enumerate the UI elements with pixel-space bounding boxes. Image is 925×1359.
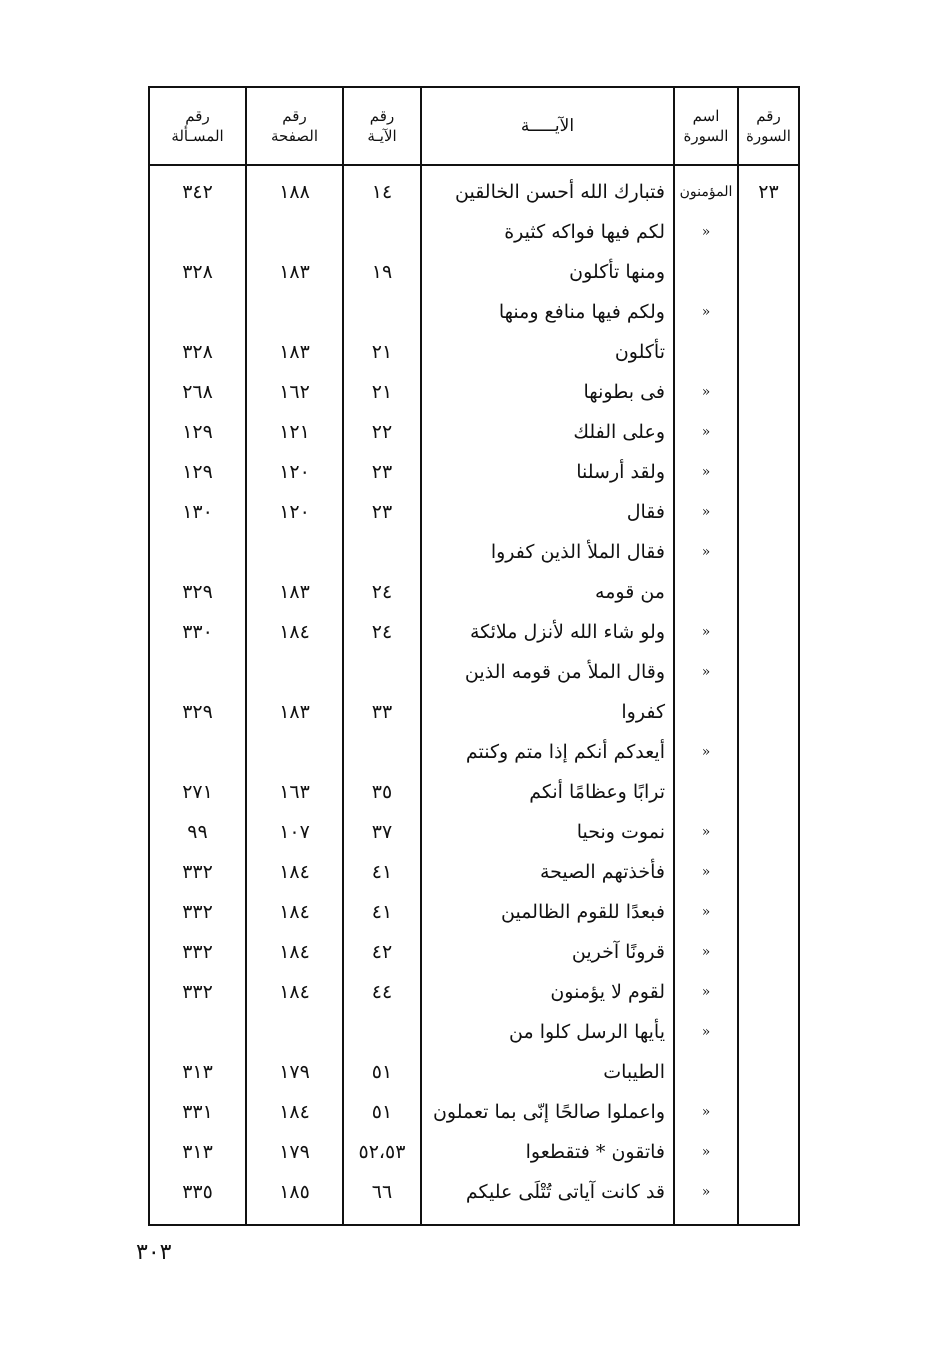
verse-number-cell: ٢١ (343, 372, 421, 412)
sura-number-cell (738, 292, 799, 372)
issue-number-cell: ١٢٩ (149, 412, 246, 452)
sura-name-cell: « (674, 1172, 738, 1225)
header-sura-number (738, 87, 799, 165)
issue-number-cell: ١٢٩ (149, 452, 246, 492)
header-sura-name-line2: السورة (683, 127, 729, 145)
table-row (149, 1012, 799, 1092)
table-row (149, 372, 799, 412)
verse-number-cell: ٣٥ (343, 732, 421, 812)
issue-number-cell: ٣٢٨ (149, 212, 246, 292)
issue-number-cell: ٣٣٢ (149, 892, 246, 932)
sura-name-cell: « (674, 652, 738, 732)
header-verse-number-line1: رقم (369, 107, 395, 125)
sura-number-cell (738, 812, 799, 852)
verse-cell: فتبارك الله أحسن الخالقين (421, 165, 674, 212)
sura-number-cell (738, 492, 799, 532)
sura-number-cell (738, 732, 799, 812)
page-number-cell: ١٠٧ (246, 812, 343, 852)
page-number-cell: ١٦٢ (246, 372, 343, 412)
verse-number-cell: ٢٢ (343, 412, 421, 452)
verse-cell: نموت ونحيا (421, 812, 674, 852)
verse-cell: فى بطونها (421, 372, 674, 412)
sura-name-cell: « (674, 1092, 738, 1132)
table-row (149, 412, 799, 452)
sura-number-cell (738, 1012, 799, 1092)
page-number-cell: ١٧٩ (246, 1132, 343, 1172)
header-page-number (246, 87, 343, 165)
header-verse-number (343, 87, 421, 165)
sura-name-cell: « (674, 492, 738, 532)
header-issue-number-line1: رقم (185, 107, 210, 125)
sura-number-cell (738, 452, 799, 492)
page-number-cell: ١٨٥ (246, 1172, 343, 1225)
table-row (149, 292, 799, 372)
sura-name-cell: « (674, 532, 738, 612)
verse-cell: يأيها الرسل كلوا من الطيبات (421, 1012, 674, 1092)
verse-index-table (148, 86, 800, 1226)
page-number-cell: ١٨٣ (246, 532, 343, 612)
table-row (149, 1132, 799, 1172)
table-row (149, 492, 799, 532)
verse-cell: ولقد أرسلنا (421, 452, 674, 492)
header-issue-number (149, 87, 246, 165)
sura-number-cell (738, 532, 799, 612)
verse-number-cell: ٣٣ (343, 652, 421, 732)
verse-cell: فبعدًا للقوم الظالمين (421, 892, 674, 932)
sura-name-cell: المؤمنون (674, 165, 738, 212)
table-header-row (149, 87, 799, 165)
page-number-cell: ١٨٣ (246, 652, 343, 732)
header-verse-number-line2: الآيـة (367, 127, 397, 145)
header-page-number-line1: رقم (282, 107, 307, 125)
sura-number-cell (738, 412, 799, 452)
verse-number-cell: ٢٤ (343, 532, 421, 612)
sura-name-cell: « (674, 452, 738, 492)
verse-cell: وقال الملأ من قومه الذين كفروا (421, 652, 674, 732)
issue-number-cell: ٢٧١ (149, 732, 246, 812)
sura-number-cell (738, 972, 799, 1012)
table-row (149, 892, 799, 932)
table-row (149, 932, 799, 972)
page-number-cell: ١٨٤ (246, 852, 343, 892)
sura-name-cell: « (674, 1132, 738, 1172)
verse-number-cell: ٢١ (343, 292, 421, 372)
issue-number-cell: ١٣٠ (149, 492, 246, 532)
issue-number-cell: ٣٣٥ (149, 1172, 246, 1225)
page-number-cell: ١٨٤ (246, 1092, 343, 1132)
page-number-cell: ١٢٠ (246, 452, 343, 492)
verse-cell: فأخذتهم الصيحة (421, 852, 674, 892)
verse-cell: فقال الملأ الذين كفروا من قومه (421, 532, 674, 612)
issue-number-cell: ٣٣١ (149, 1092, 246, 1132)
page-number-cell: ١٨٣ (246, 292, 343, 372)
sura-name-cell: « (674, 412, 738, 452)
verse-number-cell: ٤١ (343, 852, 421, 892)
verse-cell: ولكم فيها منافع ومنها تأكلون (421, 292, 674, 372)
header-sura-name (674, 87, 738, 165)
header-issue-number-line2: المسـألة (171, 127, 224, 145)
verse-number-cell: ٦٦ (343, 1172, 421, 1225)
sura-name-cell: « (674, 372, 738, 412)
issue-number-cell: ٣٣٢ (149, 972, 246, 1012)
table-row (149, 212, 799, 292)
page-number-cell: ١٦٣ (246, 732, 343, 812)
verse-cell: فاتقون * فتقطعوا (421, 1132, 674, 1172)
verse-number-cell: ١٩ (343, 212, 421, 292)
verse-number-cell: ٤٢ (343, 932, 421, 972)
table-row (149, 732, 799, 812)
verse-number-cell: ٣٧ (343, 812, 421, 852)
sura-name-cell: « (674, 612, 738, 652)
page-number-cell: ١٧٩ (246, 1012, 343, 1092)
verse-cell: واعملوا صالحًا إنّى بما تعملون (421, 1092, 674, 1132)
sura-number-cell (738, 892, 799, 932)
page-number-cell: ١٢١ (246, 412, 343, 452)
sura-number-cell (738, 932, 799, 972)
verse-cell: أيعدكم أنكم إذا متم وكنتم ترابًا وعظامًا أنكم (421, 732, 674, 812)
page-number-cell: ١٨٨ (246, 165, 343, 212)
issue-number-cell: ٢٦٨ (149, 372, 246, 412)
sura-name-cell: « (674, 212, 738, 292)
table-row (149, 612, 799, 652)
issue-number-cell: ٩٩ (149, 812, 246, 852)
verse-cell: لكم فيها فواكه كثيرة ومنها تأكلون (421, 212, 674, 292)
table-row (149, 652, 799, 732)
verse-cell: لقوم لا يؤمنون (421, 972, 674, 1012)
sura-number-cell (738, 1092, 799, 1132)
table-row (149, 1092, 799, 1132)
sura-name-cell: « (674, 1012, 738, 1092)
verse-number-cell: ٤١ (343, 892, 421, 932)
issue-number-cell: ٣٢٨ (149, 292, 246, 372)
sura-number-cell (738, 372, 799, 412)
sura-number-cell (738, 1132, 799, 1172)
page-number: ٣٠٣ (136, 1240, 172, 1265)
sura-name-cell: « (674, 892, 738, 932)
verse-number-cell: ٥١ (343, 1092, 421, 1132)
sura-name-cell: « (674, 852, 738, 892)
verse-number-cell: ٢٣ (343, 492, 421, 532)
page-number-cell: ١٨٤ (246, 892, 343, 932)
table-row (149, 165, 799, 212)
header-sura-number-line1: رقم (756, 107, 781, 125)
sura-number-cell: ٢٣ (738, 165, 799, 212)
header-page-number-line2: الصفحة (270, 127, 319, 145)
issue-number-cell: ٣٢٩ (149, 652, 246, 732)
header-sura-name-line1: اسم (692, 107, 720, 125)
sura-number-cell (738, 652, 799, 732)
page-number-cell: ١٨٤ (246, 972, 343, 1012)
issue-number-cell: ٣١٣ (149, 1132, 246, 1172)
header-verse: الآيـــــة (421, 87, 674, 165)
page-number-cell: ١٨٤ (246, 612, 343, 652)
page-number-cell: ١٨٣ (246, 212, 343, 292)
verse-cell: قد كانت آياتى تُتْلَى عليكم (421, 1172, 674, 1225)
sura-number-cell (738, 212, 799, 292)
page-number-cell: ١٢٠ (246, 492, 343, 532)
sura-number-cell (738, 612, 799, 652)
sura-name-cell: « (674, 972, 738, 1012)
table-row (149, 812, 799, 852)
issue-number-cell: ٣٣٠ (149, 612, 246, 652)
verse-cell: قرونًا آخرين (421, 932, 674, 972)
sura-name-cell: « (674, 932, 738, 972)
issue-number-cell: ٣٣٢ (149, 852, 246, 892)
verse-cell: ولو شاء الله لأنزل ملائكة (421, 612, 674, 652)
sura-number-cell (738, 852, 799, 892)
sura-name-cell: « (674, 732, 738, 812)
sura-name-cell: « (674, 292, 738, 372)
table-row (149, 852, 799, 892)
verse-cell: فقال (421, 492, 674, 532)
table-row (149, 452, 799, 492)
issue-number-cell: ٣٤٢ (149, 165, 246, 212)
verse-number-cell: ٥١ (343, 1012, 421, 1092)
table-row (149, 1172, 799, 1225)
table-row (149, 532, 799, 612)
table-row (149, 972, 799, 1012)
issue-number-cell: ٣٢٩ (149, 532, 246, 612)
header-sura-number-line2: السورة (746, 127, 791, 145)
issue-number-cell: ٣١٣ (149, 1012, 246, 1092)
verse-number-cell: ٢٣ (343, 452, 421, 492)
issue-number-cell: ٣٣٢ (149, 932, 246, 972)
verse-cell: وعلى الفلك (421, 412, 674, 452)
verse-number-cell: ٤٤ (343, 972, 421, 1012)
sura-name-cell: « (674, 812, 738, 852)
verse-number-cell: ١٤ (343, 165, 421, 212)
table-body (149, 165, 799, 1225)
sura-number-cell (738, 1172, 799, 1225)
verse-number-cell: ٥٢،٥٣ (343, 1132, 421, 1172)
page-number-cell: ١٨٤ (246, 932, 343, 972)
verse-number-cell: ٢٤ (343, 612, 421, 652)
